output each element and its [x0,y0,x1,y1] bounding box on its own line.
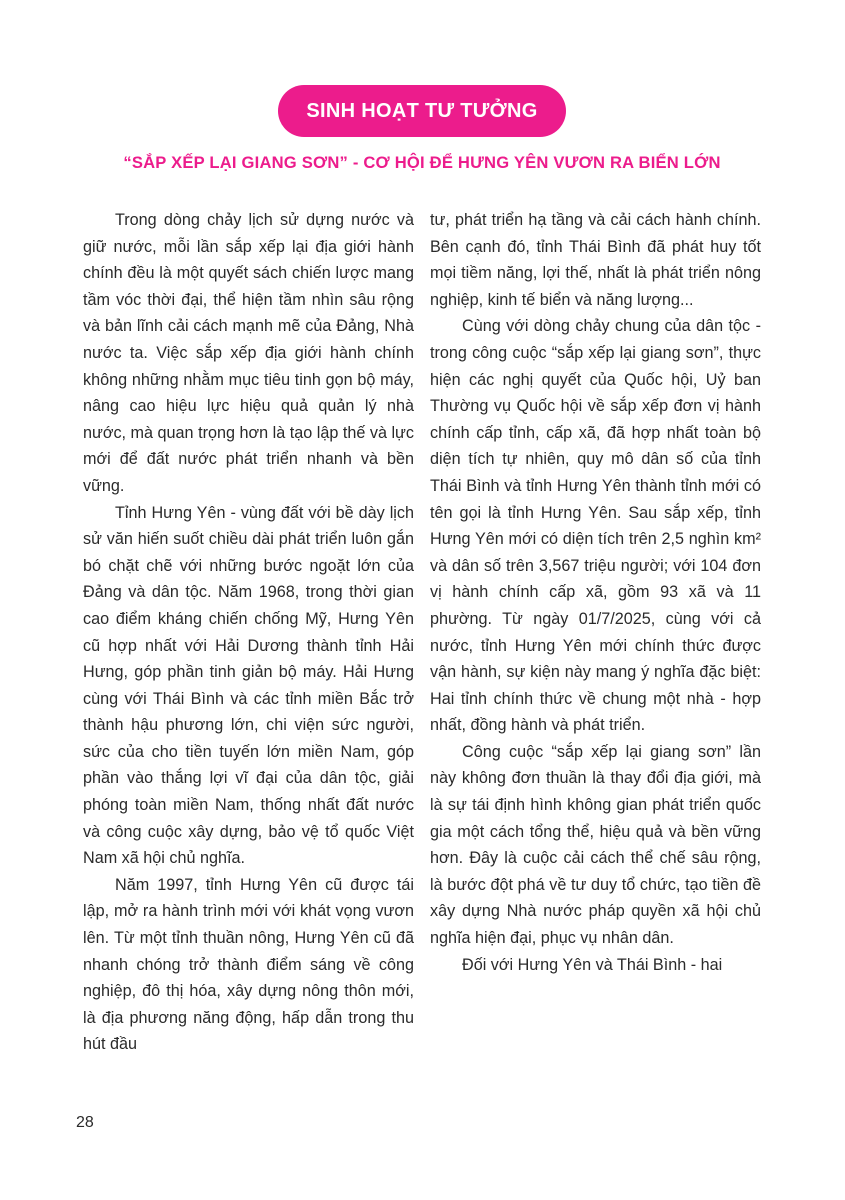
section-banner [278,85,566,137]
paragraph: Công cuộc “sắp xếp lại giang sơn” lần này không đơn thuần là thay đổi địa giới, mà là sự tái định hình không gian phát triển quốc gia một cách tổng thể, hiệu quả và bền vững hơn. Đây là cuộc cải cách thể chế sâu rộng, là bước đột phá về tư duy tổ chức, tạo tiền đề xây dựng Nhà nước pháp quyền xã hội chủ nghĩa hiện đại, phục vụ nhân dân. [430,742,761,948]
right-column [430,207,761,978]
paragraph: Đối với Hưng Yên và Thái Bình - hai [462,955,723,974]
paragraph-continuation: tư, phát triển hạ tầng và cải cách hành chính. Bên cạnh đó, tỉnh Thái Bình đã phát huy tốt mọi tiềm năng, lợi thế, nhất là phát triển nông nghiệp, kinh tế biển và năng lượng... [430,211,761,309]
section-label: SINH HOẠT TƯ TƯỞNG [306,99,538,122]
paragraph: Cùng với dòng chảy chung của dân tộc - trong công cuộc “sắp xếp lại giang sơn”, thực hiện các nghị quyết của Quốc hội, Uỷ ban Thường vụ Quốc hội về sắp xếp đơn vị hành chính cấp tỉnh, cấp xã, đã hợp nhất toàn bộ diện tích tự nhiên, quy mô dân số của tỉnh Thái Bình và tỉnh Hưng Yên thành tỉnh mới có tên gọi là tỉnh Hưng Yên. Sau sắp xếp, tỉnh Hưng Yên mới có diện tích trên 2,5 nghìn km² và dân số trên 3,567 triệu người; với 104 đơn vị hành chính cấp xã, gồm 93 xã và 11 phường. Từ ngày 01/7/2025, cùng với cả nước, tỉnh Hưng Yên mới chính thức được vận hành, sự kiện này mang ý nghĩa đặc biệt: Hai tỉnh chính thức về chung một nhà - hợp nhất, đồng hành và phát triển. [430,317,761,735]
paragraph: Năm 1997, tỉnh Hưng Yên cũ được tái lập, mở ra hành trình mới với khát vọng vươn lên. Từ một tỉnh thuần nông, Hưng Yên cũ đã nhanh chóng trở thành điểm sáng về công nghiệp, đô thị hóa, xây dựng nông thôn mới, là địa phương năng động, hấp dẫn trong thu hút đầu [83,875,414,1054]
paragraph: Trong dòng chảy lịch sử dựng nước và giữ nước, mỗi lần sắp xếp lại địa giới hành chính đều là một quyết sách chiến lược mang tầm vóc thời đại, thể hiện tầm nhìn sâu rộng và bản lĩnh cải cách mạnh mẽ của Đảng, Nhà nước ta. Việc sắp xếp địa giới hành chính không những nhằm mục tiêu tinh gọn bộ máy, nâng cao hiệu lực hiệu quả quản lý nhà nước, mà quan trọng hơn là tạo lập thế và lực mới để đất nước phát triển nhanh và bền vững. [83,211,414,495]
article-title: “SẮP XẾP LẠI GIANG SƠN” - CƠ HỘI ĐỂ HƯNG YÊN VƯƠN RA BIỂN LỚN [123,153,721,172]
left-column [83,207,414,1058]
page-number: 28 [76,1114,94,1131]
paragraph: Tỉnh Hưng Yên - vùng đất với bề dày lịch sử văn hiến suốt chiều dài phát triển luôn gắn bó chặt chẽ với những bước ngoặt lớn của Đảng và dân tộc. Năm 1968, trong thời gian cao điểm kháng chiến chống Mỹ, Hưng Yên cũ hợp nhất với Hải Dương thành tỉnh Hải Hưng, góp phần tinh giản bộ máy. Hải Hưng cùng với Thái Bình và các tỉnh miền Bắc trở thành hậu phương lớn, chi viện sức người, sức của cho tiền tuyến lớn miền Nam, góp phần vào thắng lợi vĩ đại của dân tộc, giải phóng toàn miền Nam, thống nhất đất nước và công cuộc xây dựng, bảo vệ tổ quốc Việt Nam xã hội chủ nghĩa. [83,503,414,868]
